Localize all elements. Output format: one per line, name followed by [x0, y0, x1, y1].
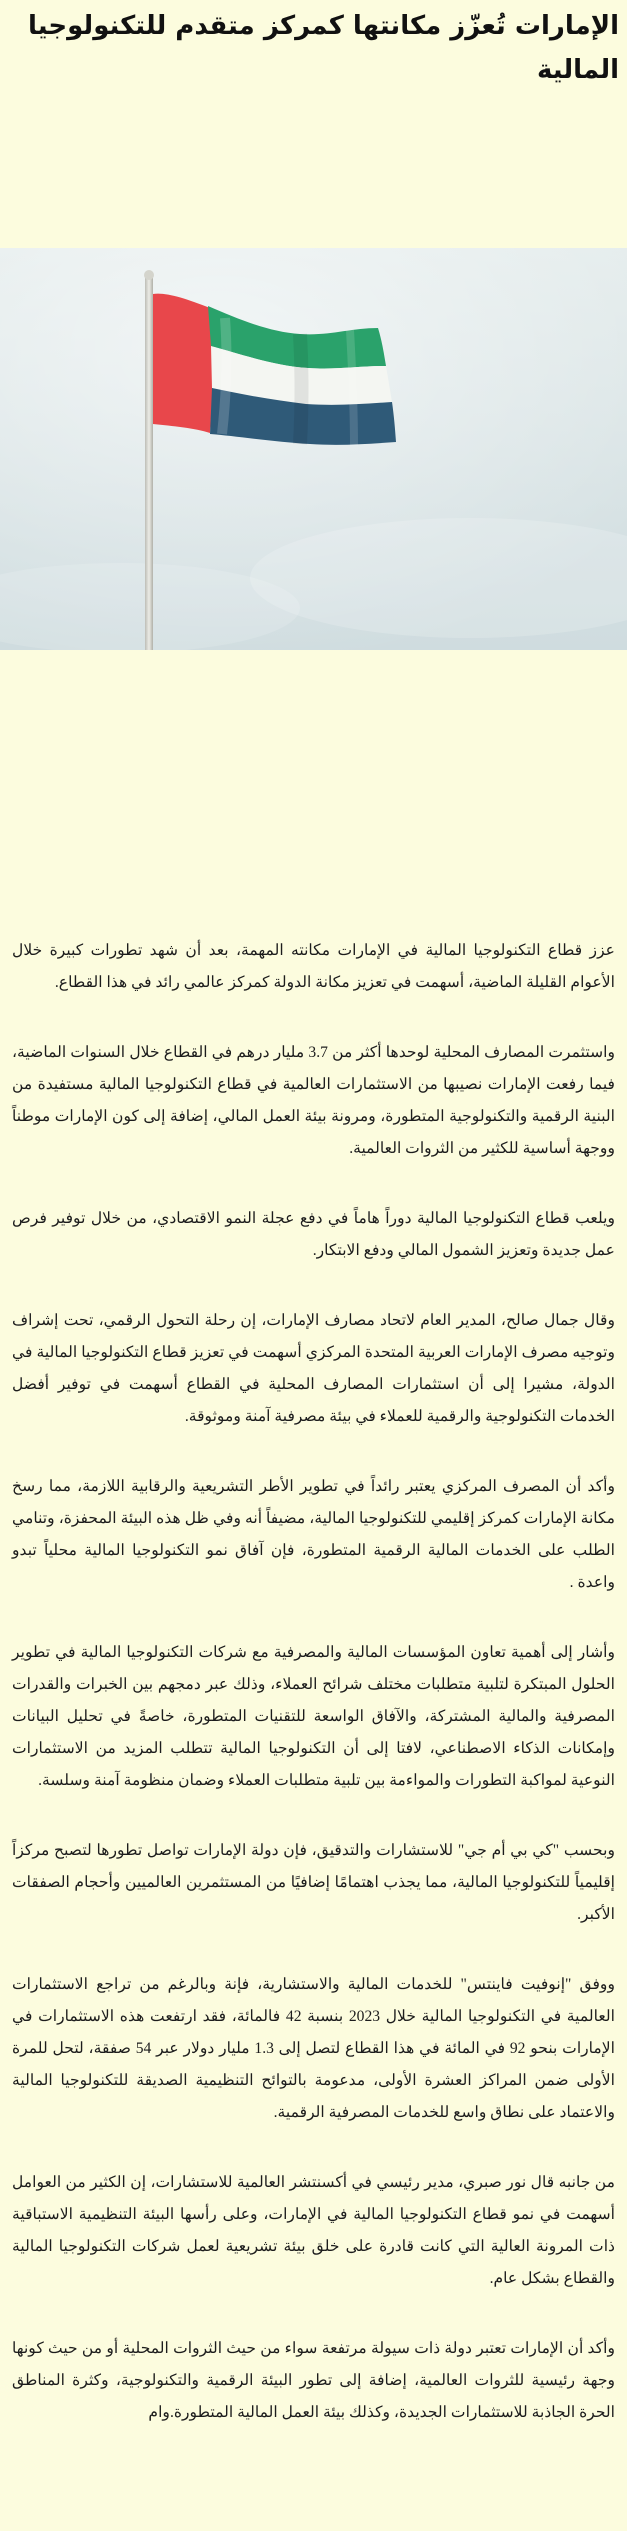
article-paragraph: وأكد أن المصرف المركزي يعتبر رائداً في تطوير الأطر التشريعية والرقابية اللازمة، مما رسخ مكانة الإمارات كمركز إقليمي للتكنولوجيا المالية، مضيفاً أنه وفي ظل هذه البيئة المحفزة، وتنامي الطلب على الخدمات المالية الرقمية المتطورة، فإن آفاق نمو التكنولوجيا المالية محلياً تبدو واعدة .	[12, 1478, 615, 1591]
hero-image	[0, 248, 627, 650]
article-paragraph: ويلعب قطاع التكنولوجيا المالية دوراً هاماً في دفع عجلة النمو الاقتصادي، من خلال توفير فرص عمل جديدة وتعزيز الشمول المالي ودفع الابتكار.	[12, 1210, 615, 1259]
article-paragraph: وقال جمال صالح، المدير العام لاتحاد مصارف الإمارات، إن رحلة التحول الرقمي، تحت إشراف وتوجيه مصرف الإمارات العربية المتحدة المركزي أسهمت في تعزيز قطاع التكنولوجيا المالية في الدولة، مشيرا إلى أن استثمارات المصارف المحلية في القطاع أسهمت في توفير أفضل الخدمات التكنولوجية والرقمية للعملاء في بيئة مصرفية آمنة وموثوقة.	[12, 1312, 615, 1425]
article-paragraph: من جانبه قال نور صبري، مدير رئيسي في أكسنتشر العالمية للاستشارات، إن الكثير من العوامل أسهمت في نمو قطاع التكنولوجيا المالية في الإمارات، وعلى رأسها البيئة التنظيمية الاستباقية ذات المرونة العالية التي كانت قادرة على خلق بيئة تشريعية لعمل شركات التكنولوجيا المالية والقطاع بشكل عام.	[12, 2174, 615, 2287]
article-paragraph: وأشار إلى أهمية تعاون المؤسسات المالية والمصرفية مع شركات التكنولوجيا المالية في تطوير الحلول المبتكرة لتلبية متطلبات مختلف شرائح العملاء، وذلك عبر دمجهم بين الخبرات والقدرات المصرفية والمالية المشتركة، والآفاق الواسعة للتقنيات المتطورة، خاصةً في تحليل البيانات وإمكانات الذكاء الاصطناعي، لافتا إلى أن التكنولوجيا المالية تتطلب المزيد من الاستثمارات النوعية لمواكبة التطورات والمواءمة بين تلبية متطلبات العملاء وضمان منظومة آمنة وسلسة.	[12, 1644, 615, 1789]
pole-finial	[144, 270, 154, 280]
uae-flag-image	[0, 248, 627, 650]
article-headline: الإمارات تُعزّز مكانتها كمركز متقدم للتكنولوجيا المالية	[28, 11, 619, 85]
flag-red-band	[153, 294, 214, 433]
article-body	[12, 935, 615, 2429]
article-paragraph: وبحسب "كي بي أم جي" للاستشارات والتدقيق، فإن دولة الإمارات تواصل تطورها لتصبح مركزاً إقليمياً للتكنولوجيا المالية، مما يجذب اهتمامًا إضافيًا من المستثمرين العالميين وأحجام الصفقات الأكبر.	[12, 1842, 615, 1923]
article-paragraph: وأكد أن الإمارات تعتبر دولة ذات سيولة مرتفعة سواء من حيث الثروات المحلية أو من حيث كونها وجهة رئيسية للثروات العالمية، إضافة إلى تطور البيئة الرقمية والتكنولوجية، وكثرة المناطق الحرة الجاذبة للاستثمارات الجديدة، وكذلك بيئة العمل المالية المتطورة.وام	[12, 2340, 615, 2421]
flag-pole	[145, 276, 153, 650]
article-paragraph: واستثمرت المصارف المحلية لوحدها أكثر من 3.7 مليار درهم في القطاع خلال السنوات الماضية، فيما رفعت الإمارات نصيبها من الاستثمارات العالمية في قطاع التكنولوجيا المالية مستفيدة من البنية الرقمية والتكنولوجية المتطورة، ومرونة بيئة العمل المالي، إضافة إلى كون الإمارات موطناً ووجهة أساسية للكثير من الثروات العالمية.	[12, 1044, 615, 1157]
article-paragraph: عزز قطاع التكنولوجيا المالية في الإمارات مكانته المهمة، بعد أن شهد تطورات كبيرة خلال الأعوام القليلة الماضية، أسهمت في تعزيز مكانة الدولة كمركز عالمي رائد في هذا القطاع.	[12, 942, 615, 991]
article-paragraph: ووفق "إنوفيت فاينتس" للخدمات المالية والاستشارية، فإنة وبالرغم من تراجع الاستثمارات العالمية في التكنولوجيا المالية خلال 2023 بنسبة 42 فالمائة، فقد ارتفعت هذه الاستثمارات في الإمارات بنحو 92 في المائة في هذا القطاع لتصل إلى 1.3 مليار دولار عبر 54 صفقة، لتحل للمرة الأولى ضمن المراكز العشرة الأولى، مدعومة بالتوائح التنظيمية الصديقة للتكنولوجيا المالية والاعتماد على نطاق واسع للخدمات المصرفية الرقمية.	[12, 1976, 616, 2121]
